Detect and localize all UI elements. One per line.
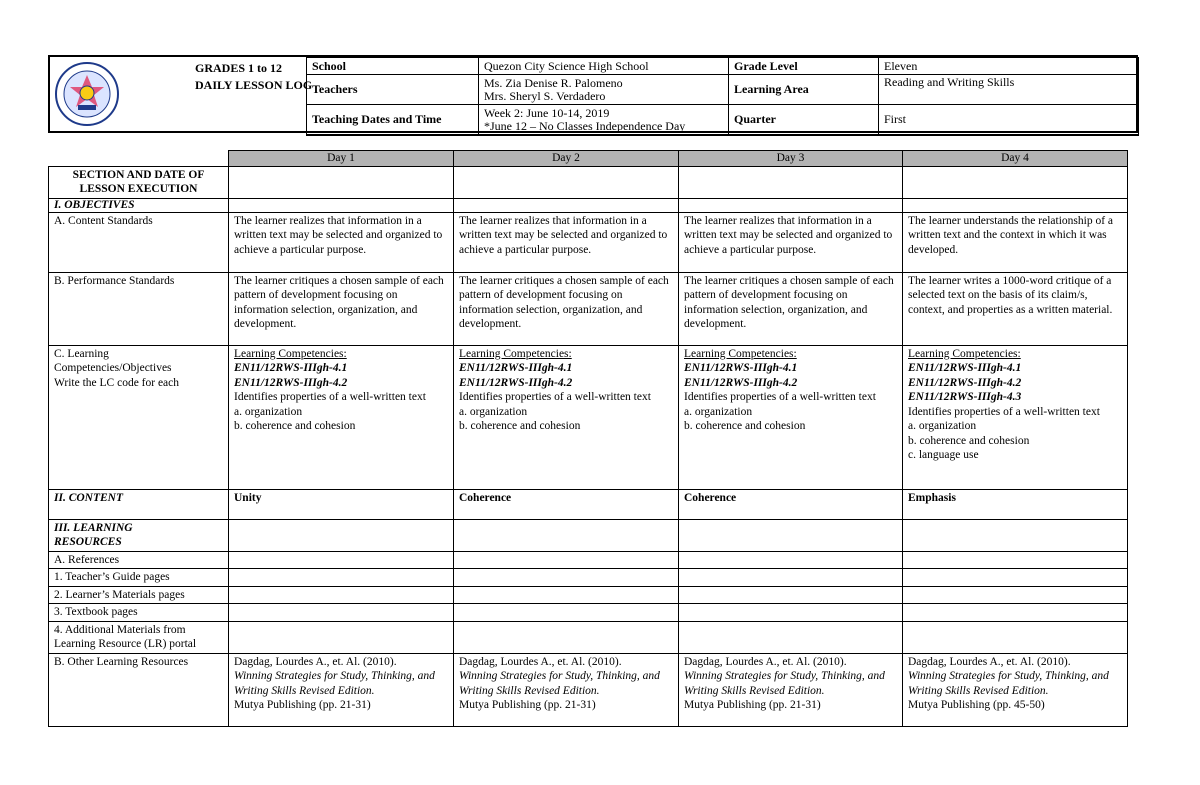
no-classes-note: *June 12 – No Classes Independence Day: [484, 118, 686, 133]
other-resources-row: [49, 653, 1128, 726]
resources-day-1: [229, 519, 454, 551]
competency-description: Identifies properties of a well-written text: [908, 405, 1100, 418]
other-resources-day-2: [454, 653, 679, 726]
resource-publisher: Mutya Publishing (pp. 45-50): [908, 699, 1045, 711]
lc-code: EN11/12RWS-IIIgh-4.2: [459, 376, 573, 389]
lc-code: EN11/12RWS-IIIgh-4.2: [908, 376, 1022, 389]
day-3-header: Day 3: [679, 151, 903, 167]
am-label-line-1: 4. Additional Materials from: [54, 623, 186, 636]
learning-resources-row: [49, 519, 1128, 551]
day-header-row: [49, 151, 1128, 167]
competency-item: a. organization: [908, 420, 977, 432]
lr-label-line-1: III. LEARNING: [54, 521, 133, 534]
content-standards-label: A. Content Standards: [49, 212, 229, 272]
am-label-line-2: Learning Resource (LR) portal: [54, 638, 197, 650]
school-label: School: [307, 58, 479, 75]
competencies-heading: Learning Competencies:: [684, 347, 797, 360]
objectives-day-3: [679, 198, 903, 212]
content-row: [49, 489, 1128, 519]
content-day-4: Emphasis: [903, 489, 1128, 519]
other-resources-label: B. Other Learning Resources: [49, 653, 229, 726]
competency-item: b. coherence and cohesion: [459, 420, 581, 432]
content-day-2: Coherence: [454, 489, 679, 519]
learning-competencies-row: [49, 345, 1128, 489]
day-4-header: Day 4: [903, 151, 1128, 167]
content-standards-row: [49, 212, 1128, 272]
quarter-label: Quarter: [729, 105, 879, 136]
references-row: [49, 551, 1128, 569]
content-standards-day-3: The learner realizes that information in a written text may be selected and organized to achieve a particular purpose.: [679, 212, 903, 272]
grades-title: GRADES 1 to 12: [195, 61, 283, 75]
teachers-value: [479, 75, 729, 105]
competencies-day-1: [229, 345, 454, 489]
teacher-1: Ms. Zia Denise R. Palomeno: [484, 75, 623, 90]
lc-code: EN11/12RWS-IIIgh-4.1: [908, 362, 1022, 374]
teaching-dates-label: Teaching Dates and Time: [307, 105, 479, 136]
performance-standards-day-3: The learner critiques a chosen sample of each pattern of development focusing on information selection, organization, and development.: [679, 272, 903, 345]
content-standards-day-2: The learner realizes that information in a written text may be selected and organized to achieve a particular purpose.: [454, 212, 679, 272]
content-day-1: Unity: [229, 489, 454, 519]
other-resources-day-1: [229, 653, 454, 726]
content-label: II. CONTENT: [49, 489, 229, 519]
objectives-day-1: [229, 198, 454, 212]
section-day-1: [229, 166, 454, 198]
learning-competencies-label: [49, 345, 229, 489]
resource-author: Dagdag, Lourdes A., et. Al. (2010).: [459, 655, 622, 668]
competency-description: Identifies properties of a well-written text: [684, 391, 876, 403]
resource-title: Winning Strategies for Study, Thinking, and Writing Skills Revised Edition.: [234, 670, 435, 697]
resources-day-3: [679, 519, 903, 551]
teacher-2: Mrs. Sheryl S. Verdadero: [484, 88, 606, 103]
lc-code: EN11/12RWS-IIIgh-4.3: [908, 391, 1022, 403]
competencies-heading: Learning Competencies:: [234, 347, 347, 360]
lc-label-line-3: Write the LC code for each: [54, 376, 180, 389]
performance-standards-day-4: The learner writes a 1000-word critique of a selected text on the basis of its claim/s, context, and properties as a written material.: [903, 272, 1128, 345]
other-resources-day-4: [903, 653, 1128, 726]
objectives-day-4: [903, 198, 1128, 212]
resource-author: Dagdag, Lourdes A., et. Al. (2010).: [908, 655, 1071, 668]
objectives-day-2: [454, 198, 679, 212]
daily-lesson-log-title: DAILY LESSON LOG: [195, 78, 313, 92]
lc-code: EN11/12RWS-IIIgh-4.2: [234, 376, 348, 389]
learning-area-label: Learning Area: [729, 75, 879, 105]
additional-materials-row: [49, 621, 1128, 653]
section-day-4: [903, 166, 1128, 198]
teaching-dates-value: [479, 105, 729, 136]
performance-standards-label: B. Performance Standards: [49, 272, 229, 345]
performance-standards-row: [49, 272, 1128, 345]
learning-area-value: Reading and Writing Skills: [879, 75, 1139, 105]
lc-code: EN11/12RWS-IIIgh-4.2: [684, 376, 798, 389]
teachers-guide-row: [49, 569, 1128, 587]
day-1-header: Day 1: [229, 151, 454, 167]
competency-item: b. coherence and cohesion: [234, 420, 356, 432]
competencies-heading: Learning Competencies:: [459, 347, 572, 360]
lc-code: EN11/12RWS-IIIgh-4.1: [684, 362, 798, 374]
competency-description: Identifies properties of a well-written text: [234, 391, 426, 403]
week-dates: Week 2: June 10-14, 2019: [484, 105, 610, 120]
quarter-value: First: [879, 105, 1139, 136]
competency-item: a. organization: [234, 405, 303, 418]
lesson-log-header: [48, 55, 1138, 133]
learners-materials-label: 2. Learner’s Materials pages: [49, 586, 229, 604]
content-standards-day-1: The learner realizes that information in a written text may be selected and organized to achieve a particular purpose.: [229, 212, 454, 272]
teachers-guide-label: 1. Teacher’s Guide pages: [49, 569, 229, 587]
grade-level-label: Grade Level: [729, 58, 879, 75]
section-row: [49, 166, 1128, 198]
content-day-3: Coherence: [679, 489, 903, 519]
header-info-table: [306, 57, 1139, 136]
other-resources-day-3: [679, 653, 903, 726]
competencies-day-2: [454, 345, 679, 489]
competency-item: a. organization: [459, 405, 528, 418]
corner-cell: [49, 151, 229, 167]
day-2-header: Day 2: [454, 151, 679, 167]
teachers-label: Teachers: [307, 75, 479, 105]
objectives-label: I. OBJECTIVES: [49, 198, 229, 212]
objectives-row: [49, 198, 1128, 212]
lr-label-line-2: RESOURCES: [54, 536, 122, 548]
competency-item: b. coherence and cohesion: [684, 420, 806, 432]
performance-standards-day-2: The learner critiques a chosen sample of each pattern of development focusing on information selection, organization, and development.: [454, 272, 679, 345]
deped-seal-logo: [54, 61, 120, 127]
header-title-block: [195, 61, 312, 93]
resource-title: Winning Strategies for Study, Thinking, and Writing Skills Revised Edition.: [459, 670, 660, 697]
resource-publisher: Mutya Publishing (pp. 21-31): [684, 699, 821, 711]
textbook-pages-label: 3. Textbook pages: [49, 604, 229, 622]
section-day-3: [679, 166, 903, 198]
competency-description: Identifies properties of a well-written text: [459, 391, 651, 403]
competency-item: a. organization: [684, 405, 753, 418]
resources-day-2: [454, 519, 679, 551]
grade-level-value: Eleven: [879, 58, 1139, 75]
lc-label-line-1: C. Learning: [54, 347, 109, 360]
learning-resources-label: [49, 519, 229, 551]
lc-code: EN11/12RWS-IIIgh-4.1: [459, 362, 573, 374]
references-label: A. References: [49, 551, 229, 569]
performance-standards-day-1: The learner critiques a chosen sample of each pattern of development focusing on information selection, organization, and development.: [229, 272, 454, 345]
resource-author: Dagdag, Lourdes A., et. Al. (2010).: [234, 655, 397, 668]
school-value: Quezon City Science High School: [479, 58, 729, 75]
competency-item: c. language use: [908, 449, 979, 461]
resource-title: Winning Strategies for Study, Thinking, and Writing Skills Revised Edition.: [908, 670, 1109, 697]
additional-materials-label: [49, 621, 229, 653]
resource-title: Winning Strategies for Study, Thinking, and Writing Skills Revised Edition.: [684, 670, 885, 697]
section-label: SECTION AND DATE OF LESSON EXECUTION: [49, 166, 229, 198]
competency-item: b. coherence and cohesion: [908, 434, 1030, 447]
resources-day-4: [903, 519, 1128, 551]
competencies-day-4: [903, 345, 1128, 489]
competencies-day-3: [679, 345, 903, 489]
lesson-log-table: [48, 150, 1128, 727]
resource-publisher: Mutya Publishing (pp. 21-31): [234, 699, 371, 711]
competencies-heading: Learning Competencies:: [908, 347, 1021, 360]
lc-code: EN11/12RWS-IIIgh-4.1: [234, 362, 348, 374]
section-day-2: [454, 166, 679, 198]
lc-label-line-2: Competencies/Objectives: [54, 362, 172, 374]
content-standards-day-4: The learner understands the relationship of a written text and the context in which it was developed.: [903, 212, 1128, 272]
resource-publisher: Mutya Publishing (pp. 21-31): [459, 699, 596, 711]
learners-materials-row: [49, 586, 1128, 604]
resource-author: Dagdag, Lourdes A., et. Al. (2010).: [684, 655, 847, 668]
textbook-pages-row: [49, 604, 1128, 622]
